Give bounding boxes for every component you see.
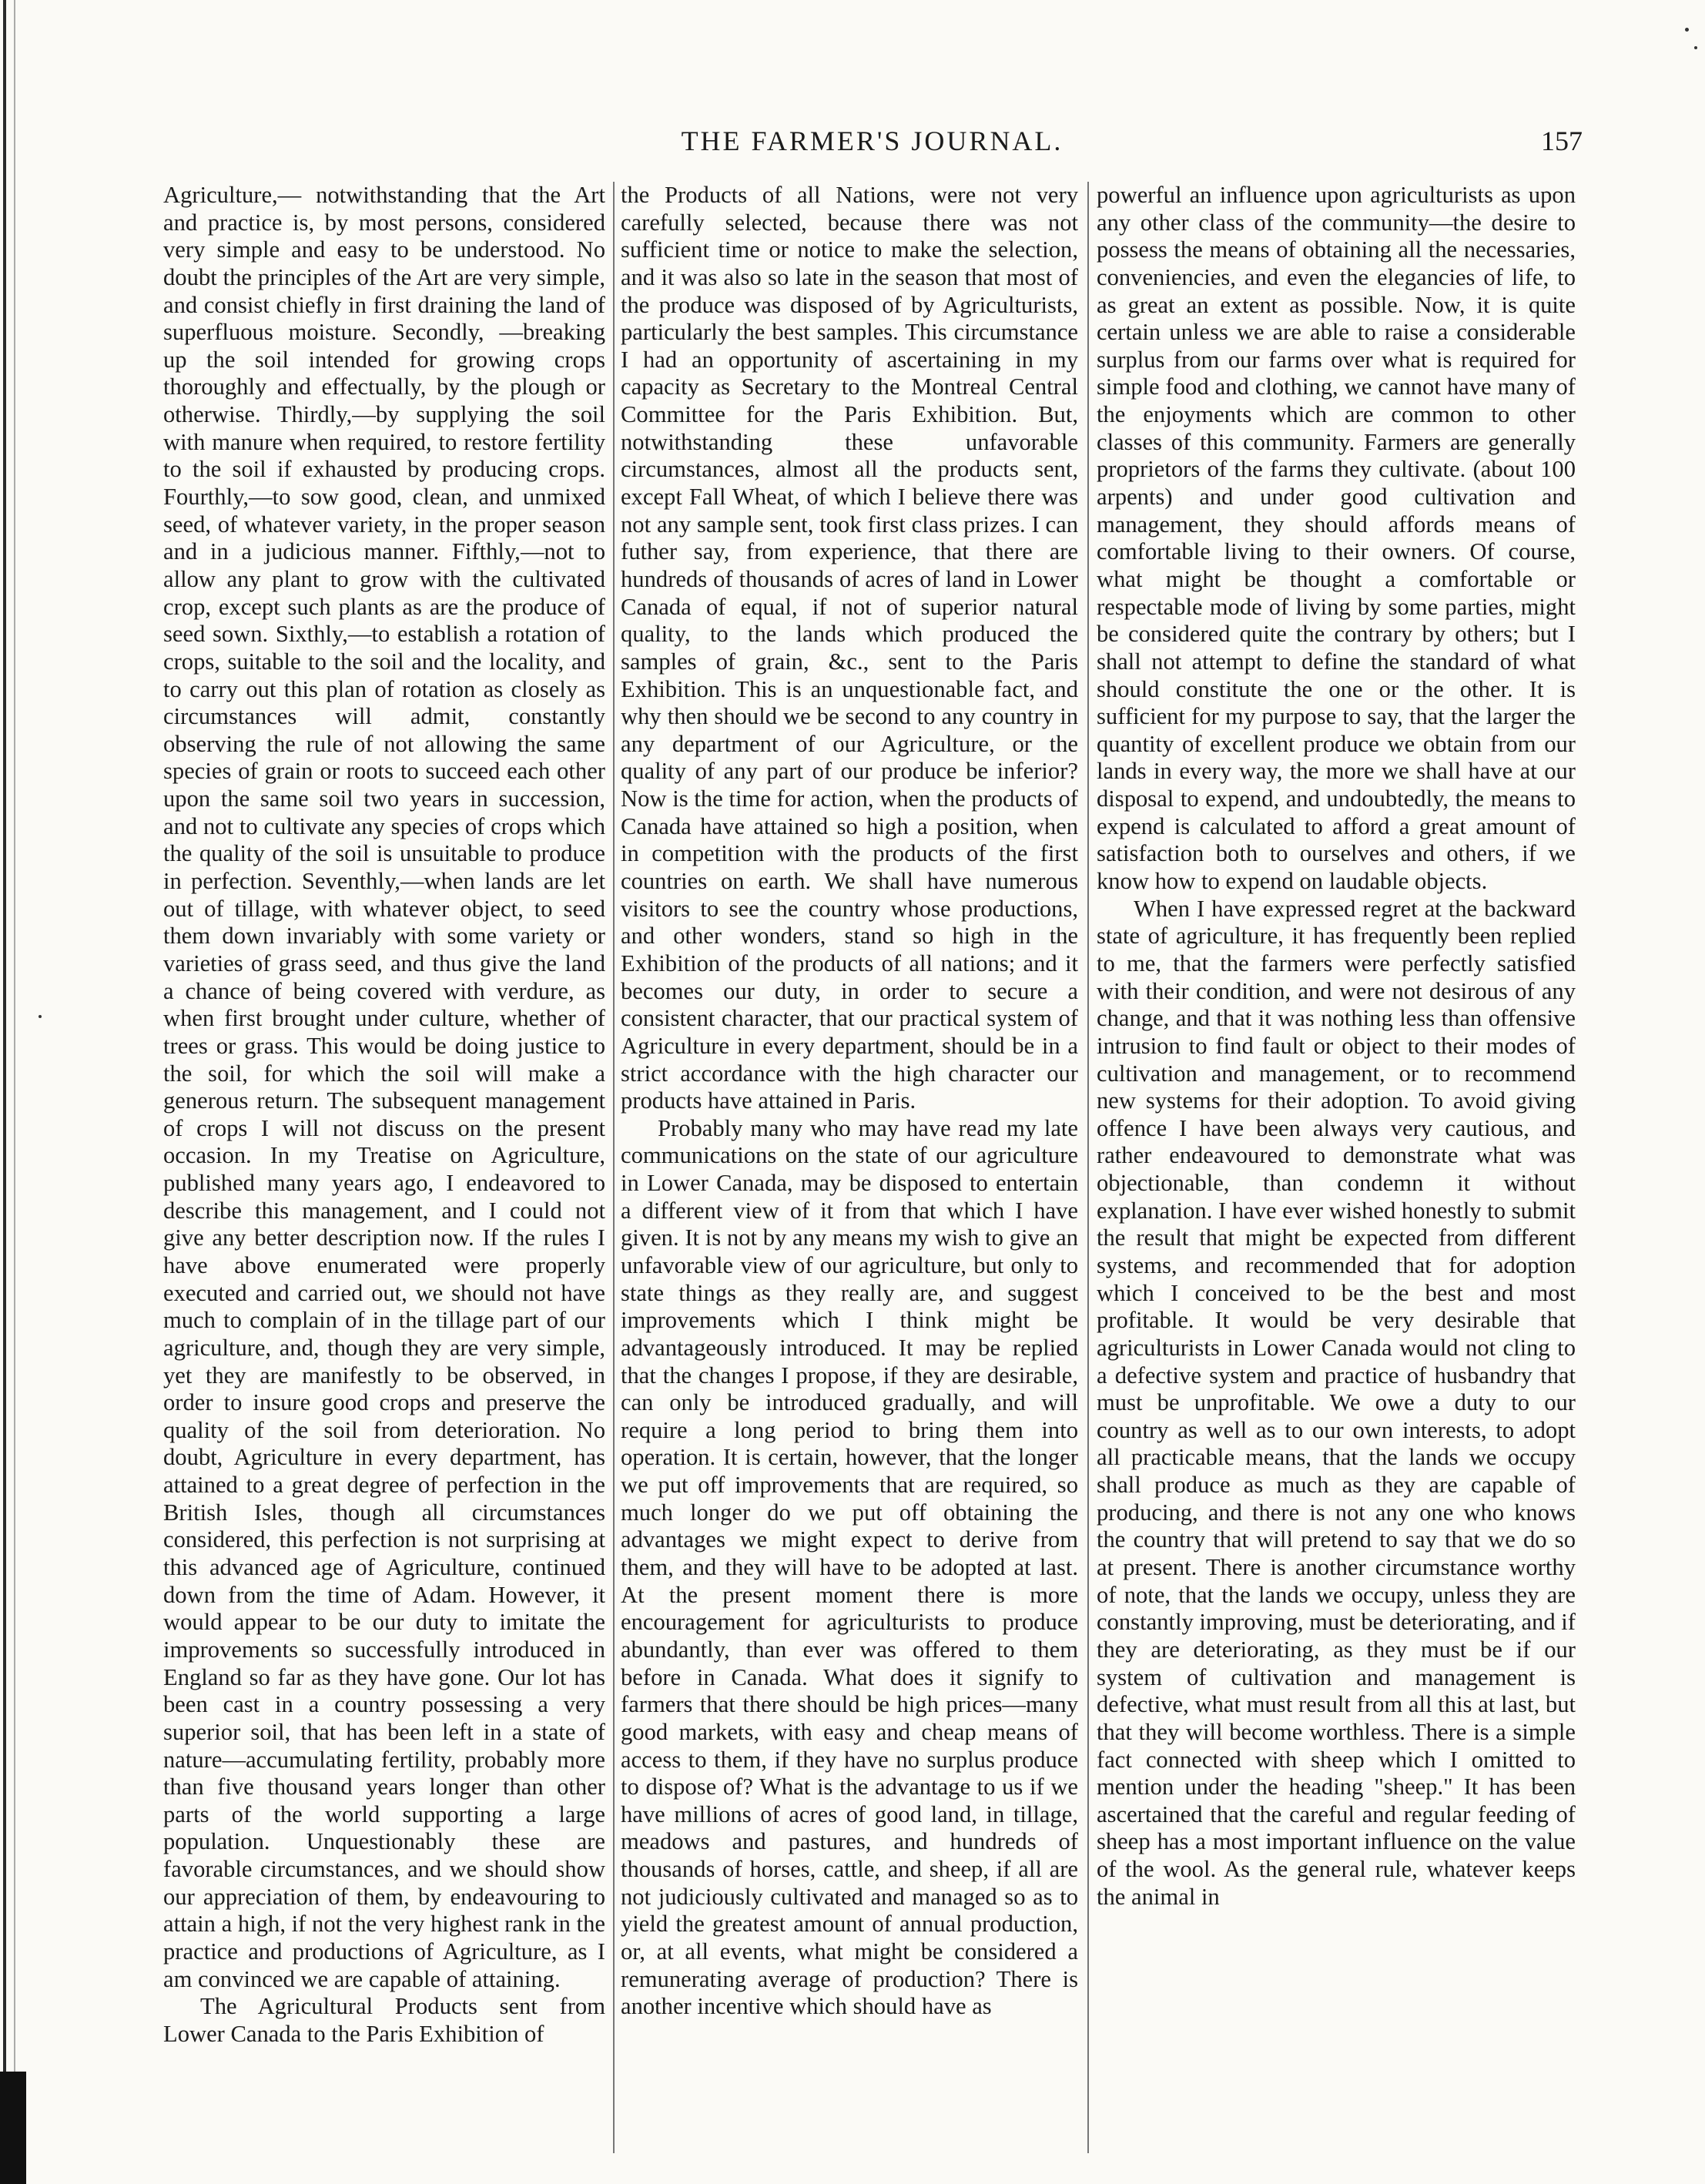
- paragraph: Probably many who may have read my late communications on the state of our agriculture in Lower Canada, may be disposed to entertain a different view of it from that which I have given. It is not by any means my wish to give an unfavorable view of our agriculture, but only to state things as they really are, and suggest improvements which I think might be advantageously introduced. It may be replied that the changes I propose, if they are desirable, can only be introduced gradually, and will require a long period to bring them into operation. It is certain, however, that the longer we put off improvements that are required, so much longer do we put off obtaining the advantages we might expect to derive from them, and they will have to be adopted at last. At the present moment there is more encouragement for agriculturists to produce abundantly, than ever was offered to them before in Canada. What does it signify to farmers that there should be high prices—many good markets, with easy and cheap means of access to them, if they have no surplus produce to dispose of? What is the advantage to us if we have millions of acres of good land, in tillage, meadows and pastures, and hundreds of thousands of horses, cattle, and sheep, if all are not judiciously cultivated and managed so as to yield the greatest amount of annual production, or, at all events, what might be considered a remunerating average of production? There is another incentive which should have as: [621, 1114, 1078, 2020]
- scan-edge-shadow: [3, 0, 6, 2184]
- column-rule: [1087, 182, 1089, 2153]
- column-2: [621, 182, 1078, 2021]
- journal-title: THE FARMER'S JOURNAL.: [681, 126, 1064, 156]
- scan-ink-blot: [0, 2072, 26, 2184]
- column-rule: [613, 182, 615, 2153]
- paragraph: Agriculture,— notwithstanding that the Art and practice is, by most persons, considered very simple and easy to be understood. No doubt the principles of the Art are very simple, and consist chiefly in first draining the land of superfluous moisture. Secondly, —breaking up the soil intended for growing crops thoroughly and effectually, by the plough or otherwise. Thirdly,—by supplying the soil with manure when required, to restore fertility to the soil if exhausted by producing crops. Fourthly,—to sow good, clean, and unmixed seed, of whatever variety, in the proper season and in a judicious manner. Fifthly,—not to allow any plant to grow with the cultivated crop, except such plants as are the produce of seed sown. Sixthly,—to establish a rotation of crops, suitable to the soil and the locality, and to carry out this plan of rotation as closely as circumstances will admit, constantly observing the rule of not allowing the same species of grain or roots to succeed each other upon the same soil two years in succession, and not to cultivate any species of crops which the quality of the soil is unsuitable to produce in perfection. Seventhly,—when lands are let out of tillage, with whatever object, to seed them down invariably with some variety or varieties of grass seed, and thus give the land a chance of being covered with verdure, as when first brought under culture, whether of trees or grass. This would be doing justice to the soil, for which the soil will make a generous return. The subsequent management of crops I will not discuss on the present occasion. In my Treatise on Agriculture, published many years ago, I endeavored to describe this management, and I could not give any better description now. If the rules I have above enumerated were properly executed and carried out, we should not have much to complain of in the tillage part of our agriculture, and, though they are very simple, yet they are manifestly to be observed, in order to insure good crops and preserve the quality of the soil from deterioration. No doubt, Agriculture in every department, has attained to a great degree of perfection in the British Isles, though all circumstances considered, this perfection is not surprising at this advanced age of Agriculture, continued down from the time of Adam. However, it would appear to be our duty to imitate the improvements so successfully introduced in England so far as they have gone. Our lot has been cast in a country possessing a very superior soil, that has been left in a state of nature—accumulating fertility, probably more than five thousand years longer than other parts of the world supporting a large population. Unquestionably these are favorable circumstances, and we should show our appreciation of them, by endeavouring to attain a high, if not the very highest rank in the practice and productions of Agriculture, as I am convinced we are capable of attaining.: [163, 182, 605, 1992]
- paragraph: The Agricultural Products sent from Lower Canada to the Paris Exhibition of: [163, 1993, 605, 2047]
- column-3: [1097, 182, 1576, 1911]
- paragraph: When I have expressed regret at the backward state of agriculture, it has frequently been replied to me, that the farmers were perfectly satisfied with their condition, and were not desirous of any change, and that it was nothing less than offensive intrusion to find fault or object to their modes of cultivation and management, or to recommend new systems for their adoption. To avoid giving offence I have been always very cautious, and rather endeavoured to demonstrate what was objectionable, than condemn it without explanation. I have ever wished honestly to submit the result that might be expected from different systems, and recommended that for adoption which I conceived to be the best and most profitable. It would be very desirable that agriculturists in Lower Canada would not cling to a defective system and practice of husbandry that must be unprofitable. We owe a duty to our country as well as to our own interests, to adopt all practicable means, that the lands we occupy shall produce as much as they are capable of producing, and there is not any one who knows the country that will pretend to say that we do so at present. There is another circumstance worthy of note, that the lands we occupy, unless they are constantly improving, must be deteriorating, and if they are deteriorating, as they must be if our system of cultivation and management is defective, what must result from all this at last, but that they will become worthless. There is a simple fact connected with sheep which I omitted to mention under the heading "sheep." It has been ascertained that the careful and regular feeding of sheep has a most important influence on the value of the wool. As the general rule, whatever keeps the animal in: [1097, 895, 1576, 1910]
- paragraph: powerful an influence upon agriculturists as upon any other class of the community—the desire to possess the means of obtaining all the necessaries, conveniencies, and even the elegancies of life, to as great an extent as possible. Now, it is quite certain unless we are able to raise a considerable surplus from our farms over what is required for simple food and clothing, we cannot have many of the enjoyments which are common to other classes of this community. Farmers are generally proprietors of the farms they cultivate. (about 100 arpents) and under good cultivation and management, they should affords means of comfortable living to their owners. Of course, what might be thought a comfortable or respectable mode of living by some parties, might be considered quite the contrary by others; but I shall not attempt to define the standard of what should constitute the one or the other. It is sufficient for my purpose to say, that the larger the quantity of excellent produce we obtain from our lands in every way, the more we shall have at our disposal to expend, and undoubtedly, the means to expend is calculated to afford a great amount of satisfaction both to ourselves and others, if we know how to expend on laudable objects.: [1097, 182, 1576, 895]
- column-1: [163, 182, 605, 2048]
- running-head: [162, 125, 1583, 171]
- paragraph: the Products of all Nations, were not very carefully selected, because there was not sufficient time or notice to make the selection, and it was also so late in the season that most of the produce was disposed of by Agriculturists, particularly the best samples. This circumstance I had an opportunity of ascertaining in my capacity as Secretary to the Montreal Central Committee for the Paris Exhibition. But, notwithstanding these unfavorable circumstances, almost all the products sent, except Fall Wheat, of which I believe there was not any sample sent, took first class prizes. I can futher say, from experience, that there are hundreds of thousands of acres of land in Lower Canada of equal, if not of superior natural quality, to the lands which produced the samples of grain, &c., sent to the Paris Exhibition. This is an unquestionable fact, and why then should we be second to any country in any department of our Agriculture, or the quality of any part of our produce be inferior? Now is the time for action, when the products of Canada have attained so high a position, when in competition with the products of the first countries on earth. We shall have numerous visitors to see the country whose productions, and other wonders, stand so high in the Exhibition of the products of all nations; and it becomes our duty, in order to secure a consistent character, that our practical system of Agriculture in every department, should be in a strict accordance with the high character our products have attained in Paris.: [621, 182, 1078, 1114]
- scan-speck: [1694, 46, 1697, 49]
- scan-speck: [1685, 28, 1689, 32]
- scan-speck: [39, 1015, 42, 1018]
- scan-edge-line: [14, 0, 15, 2184]
- page-number: 157: [1541, 126, 1583, 156]
